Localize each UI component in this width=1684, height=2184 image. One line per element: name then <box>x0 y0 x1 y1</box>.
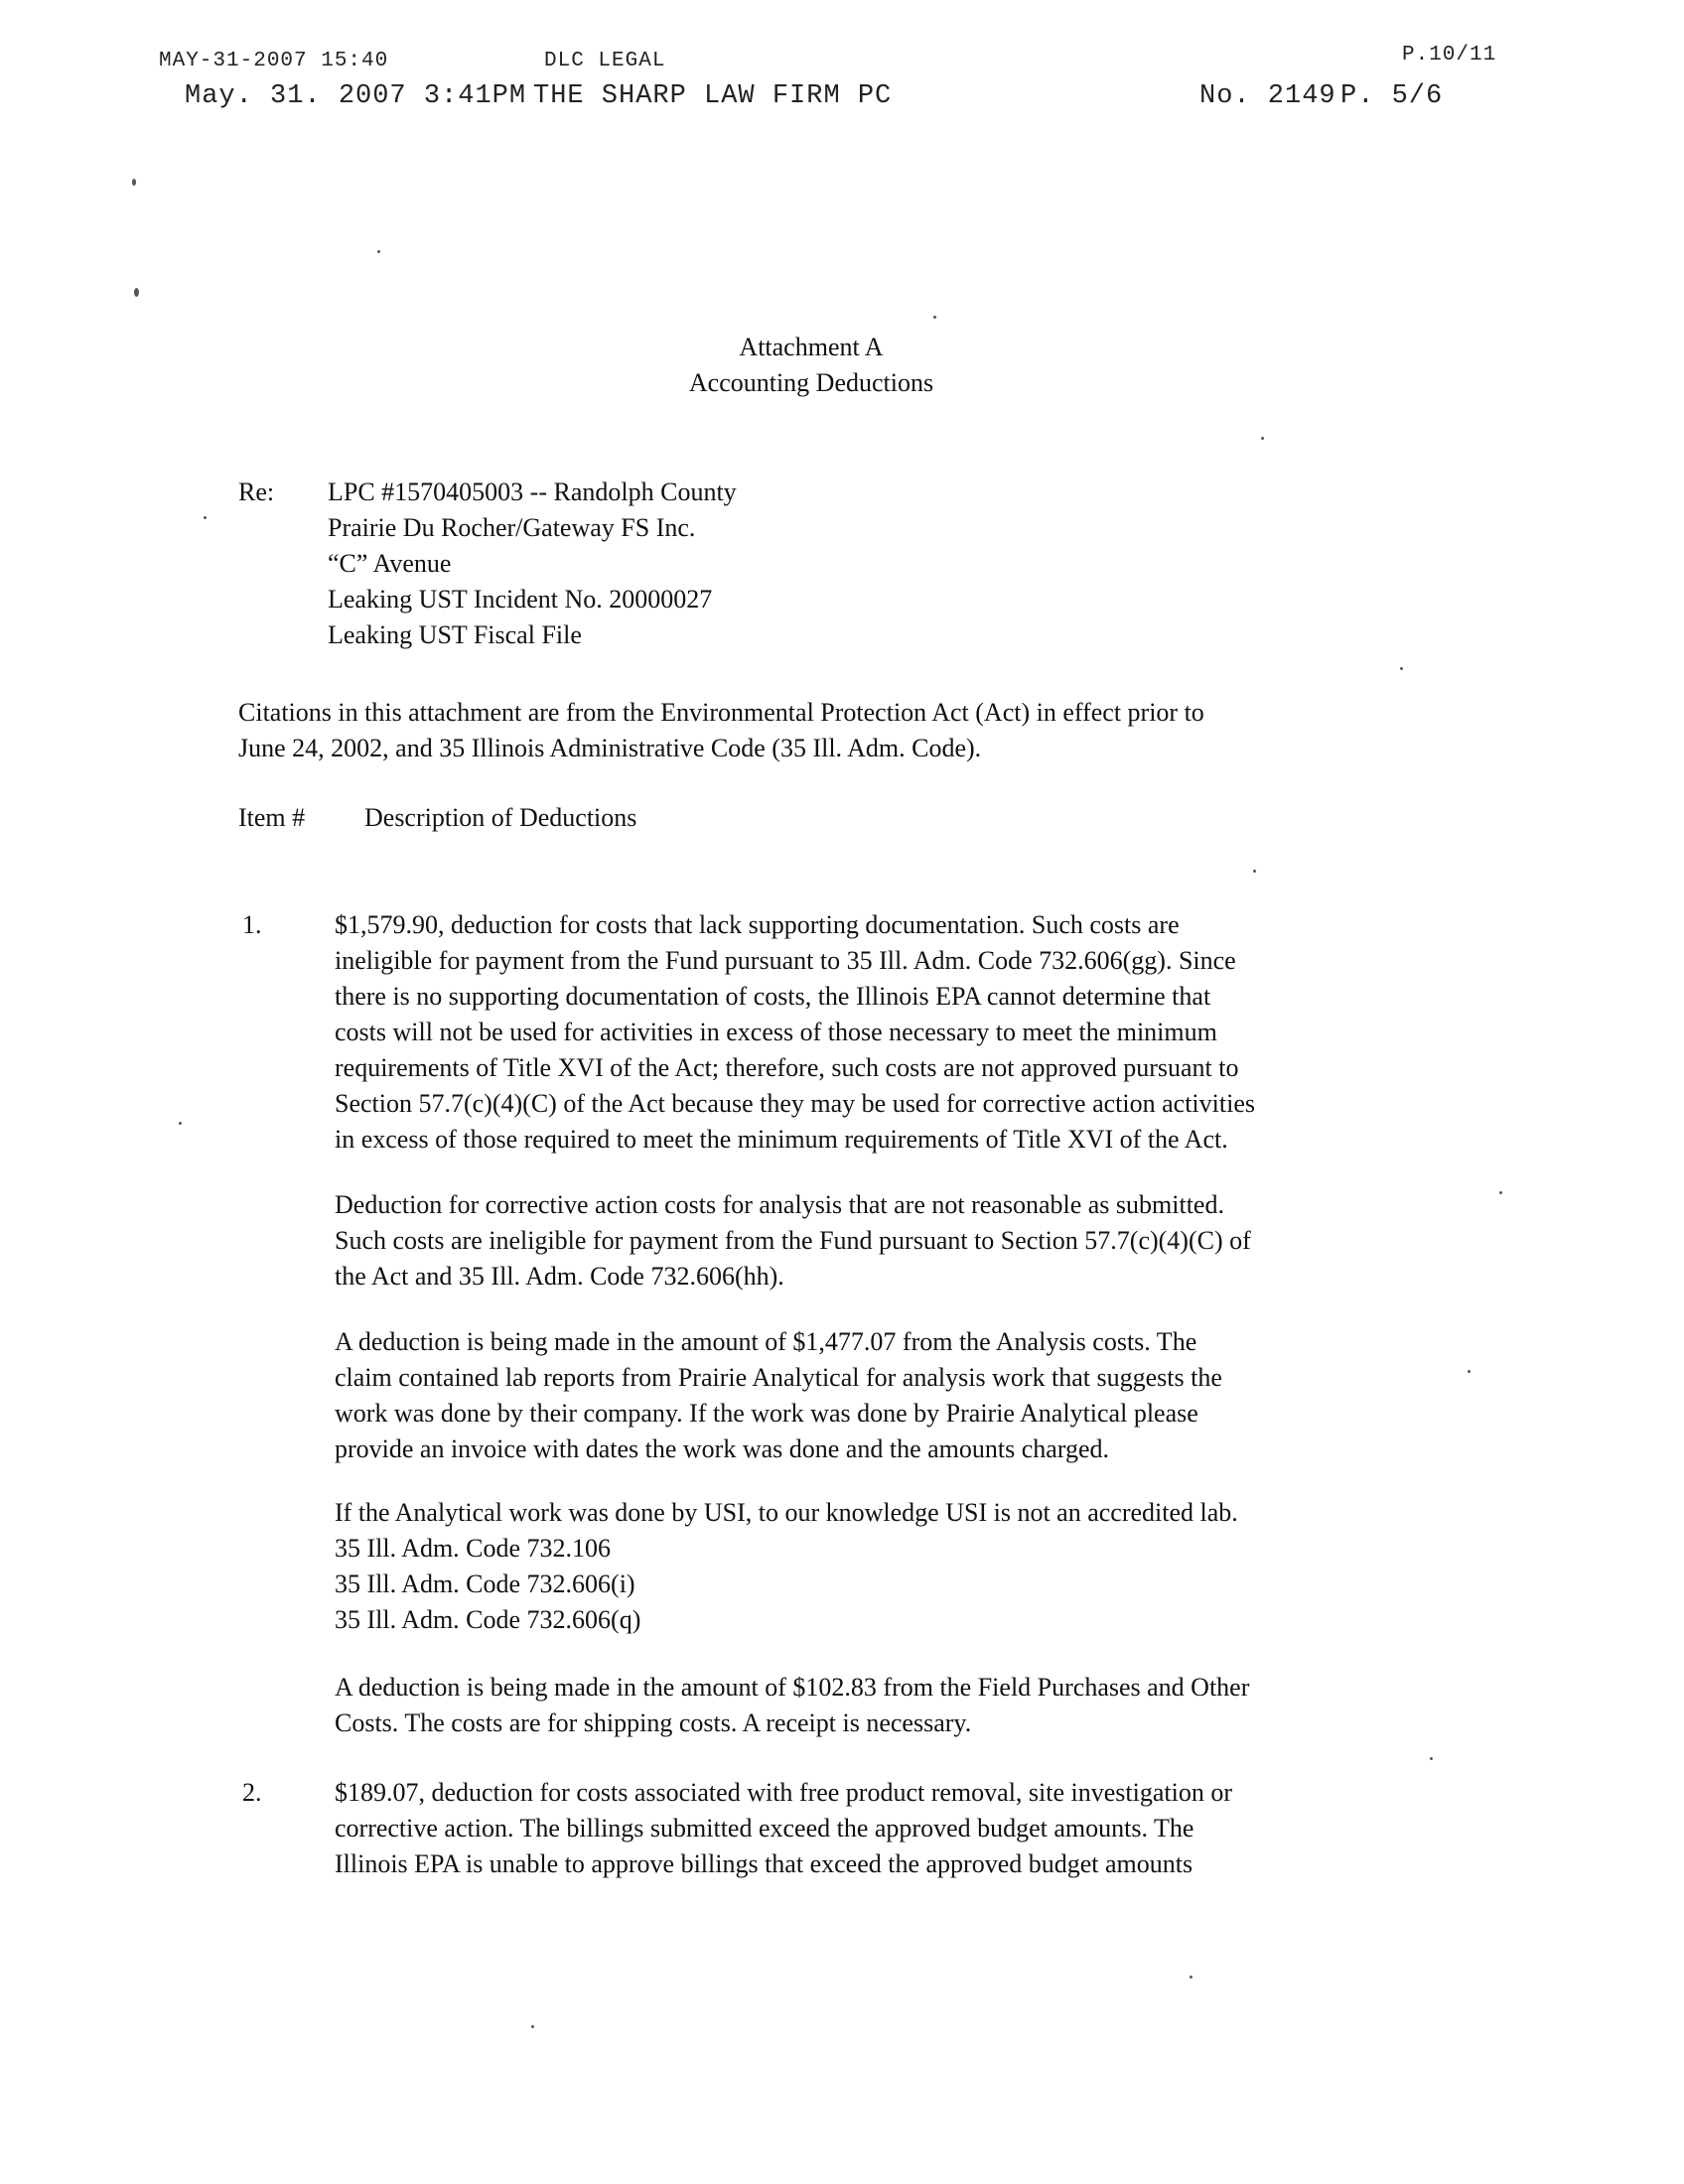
re-block <box>328 475 737 653</box>
text-line: Such costs are ineligible for payment from the Fund pursuant to Section 57.7(c)(4)(C) of <box>335 1226 1251 1255</box>
item-1-analysis-paragraph <box>335 1187 1407 1295</box>
item-paragraph <box>335 1495 1407 1638</box>
re-line: LPC #1570405003 -- Randolph County <box>328 478 737 506</box>
description-column-heading: Description of Deductions <box>364 803 637 832</box>
fax-header-page: P.10/11 <box>1402 44 1497 67</box>
text-line: there is no supporting documentation of costs, the Illinois EPA cannot determine that <box>335 982 1211 1011</box>
item-1-description <box>335 907 1407 1158</box>
fax-subheader-timestamp: May. 31. 2007 3:41PM <box>185 81 527 111</box>
fax-subheader-page: P. 5/6 <box>1340 81 1444 111</box>
citation-line: 35 Ill. Adm. Code 732.106 <box>335 1534 612 1563</box>
scan-speck <box>1261 437 1264 440</box>
re-line: Leaking UST Incident No. 20000027 <box>328 585 713 614</box>
title-line-2: Accounting Deductions <box>688 368 934 397</box>
scan-speck <box>531 2025 534 2028</box>
title-line-1: Attachment A <box>739 333 884 361</box>
scan-speck <box>1400 667 1403 670</box>
item-1-shipping-paragraph <box>335 1670 1407 1741</box>
fax-subheader-sender: THE SHARP LAW FIRM PC <box>533 81 893 111</box>
text-line: provide an invoice with dates the work was done and the amounts charged. <box>335 1434 1110 1463</box>
text-line: corrective action. The billings submitted exceed the approved budget amounts. The <box>335 1814 1194 1843</box>
re-line: “C” Avenue <box>328 549 452 578</box>
citation-line: 35 Ill. Adm. Code 732.606(i) <box>335 1570 635 1598</box>
text-line: requirements of Title XVI of the Act; therefore, such costs are not approved pursuant to <box>335 1053 1239 1082</box>
scan-speck <box>1468 1370 1471 1373</box>
text-line: Section 57.7(c)(4)(C) of the Act because they may be used for corrective action activities <box>335 1089 1255 1118</box>
text-line: A deduction is being made in the amount of $102.83 from the Field Purchases and Other <box>335 1673 1250 1702</box>
text-line: in excess of those required to meet the minimum requirements of Title XVI of the Act. <box>335 1125 1228 1154</box>
text-line: $1,579.90, deduction for costs that lack supporting documentation. Such costs are <box>335 910 1180 939</box>
fax-header-sender: DLC LEGAL <box>544 50 666 72</box>
text-line: If the Analytical work was done by USI, to our knowledge USI is not an accredited lab. <box>335 1498 1238 1527</box>
text-line: $189.07, deduction for costs associated with free product removal, site investigation or <box>335 1778 1232 1807</box>
scan-speck <box>134 288 139 297</box>
text-line: Deduction for corrective action costs for analysis that are not reasonable as submitted. <box>335 1190 1224 1219</box>
re-line: Leaking UST Fiscal File <box>328 620 582 649</box>
citation-line: 35 Ill. Adm. Code 732.606(q) <box>335 1605 641 1634</box>
citations-paragraph <box>238 695 1425 766</box>
item-paragraph <box>335 1187 1407 1295</box>
citations-line: Citations in this attachment are from the Environmental Protection Act (Act) in effect prior to <box>238 698 1204 727</box>
scan-speck <box>1253 870 1256 873</box>
text-line: work was done by their company. If the work was done by Prairie Analytical please <box>335 1399 1198 1428</box>
scan-speck <box>1430 1757 1433 1760</box>
item-paragraph <box>335 907 1407 1158</box>
re-line: Prairie Du Rocher/Gateway FS Inc. <box>328 513 696 542</box>
item-number: 1. <box>242 910 262 939</box>
re-label: Re: <box>238 478 275 506</box>
item-paragraph <box>335 1324 1407 1467</box>
text-line: A deduction is being made in the amount of $1,477.07 from the Analysis costs. The <box>335 1327 1197 1356</box>
scan-speck <box>132 179 136 186</box>
scan-speck <box>204 516 207 519</box>
item-2-description <box>335 1775 1407 1882</box>
scan-speck <box>1190 1976 1193 1979</box>
item-paragraph <box>335 1670 1407 1741</box>
text-line: ineligible for payment from the Fund pursuant to 35 Ill. Adm. Code 732.606(gg). Since <box>335 946 1236 975</box>
scan-speck <box>1499 1191 1502 1194</box>
text-line: Costs. The costs are for shipping costs. A receipt is necessary. <box>335 1708 972 1737</box>
item-1-lab-paragraph <box>335 1324 1407 1467</box>
text-line: costs will not be used for activities in excess of those necessary to meet the minimum <box>335 1018 1217 1046</box>
scan-speck <box>933 316 936 319</box>
item-paragraph <box>335 1775 1407 1882</box>
item-number: 2. <box>242 1778 262 1807</box>
scan-speck <box>377 250 380 253</box>
citations-line: June 24, 2002, and 35 Illinois Administrative Code (35 Ill. Adm. Code). <box>238 734 982 762</box>
text-line: the Act and 35 Ill. Adm. Code 732.606(hh). <box>335 1262 784 1291</box>
fax-header-timestamp: MAY-31-2007 15:40 <box>159 50 389 72</box>
document-title <box>0 330 1622 401</box>
text-line: claim contained lab reports from Prairie Analytical for analysis work that suggests the <box>335 1363 1222 1392</box>
item-1-usi-paragraph <box>335 1495 1407 1638</box>
text-line: Illinois EPA is unable to approve billings that exceed the approved budget amounts <box>335 1849 1193 1878</box>
fax-subheader-number: No. 2149 <box>1199 81 1336 111</box>
scan-speck <box>179 1122 182 1125</box>
item-column-heading: Item # <box>238 803 306 832</box>
